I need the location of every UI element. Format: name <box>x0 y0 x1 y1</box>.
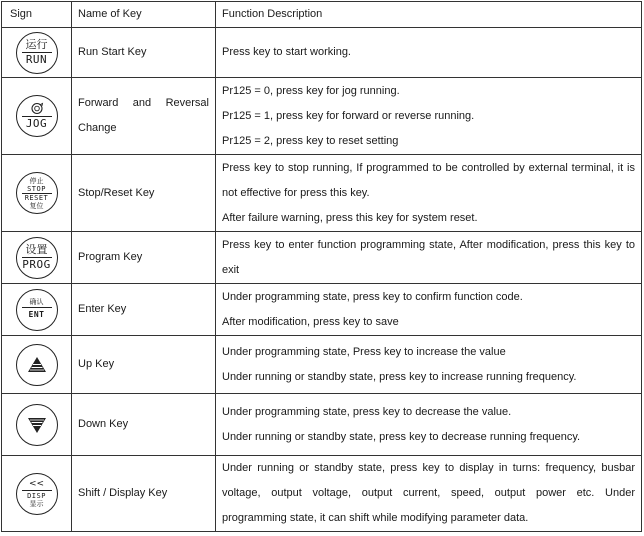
function-line: Pr125 = 1, press key for forward or reverse running. <box>222 109 475 122</box>
prog-key-en: PROG <box>22 258 51 271</box>
header-name: Name of Key <box>72 2 216 28</box>
key-name: Up Key <box>72 336 216 394</box>
function-line: Under running or standby state, press key to decrease running frequency. <box>222 430 581 443</box>
function-line: Press key to start working. <box>222 46 351 58</box>
table-row <box>2 336 642 394</box>
sign-cell <box>2 336 72 394</box>
function-line: After modification, press key to save <box>222 315 399 328</box>
table-row <box>2 155 642 232</box>
key-function <box>216 155 642 232</box>
key-name: Down Key <box>72 394 216 456</box>
disp-key-en: DISP <box>22 490 52 500</box>
key-name-line2: Change <box>78 122 117 134</box>
table-row <box>2 456 642 532</box>
function-line: Press key to enter function programming state, After modification, press this key to <box>222 238 635 251</box>
header-sign: Sign <box>2 2 72 28</box>
function-line: Pr125 = 0, press key for jog running. <box>222 84 400 97</box>
key-function <box>216 284 642 336</box>
key-function <box>216 232 642 284</box>
key-name-line1: Forward and Reversal <box>78 97 209 109</box>
function-line: exit <box>222 263 240 276</box>
prog-key-icon <box>16 237 58 279</box>
sign-cell <box>2 78 72 155</box>
function-line: Press key to stop running, If programmed to be controlled by external terminal, it is <box>222 161 635 174</box>
stop-reset-key-icon <box>16 172 58 214</box>
table-row <box>2 78 642 155</box>
sign-cell <box>2 155 72 232</box>
function-line: not effective for press this key. <box>222 186 370 199</box>
key-function <box>216 28 642 78</box>
function-line: Pr125 = 2, press key to reset setting <box>222 134 399 147</box>
jog-key-en: JOG <box>22 116 52 130</box>
key-function-table <box>1 1 642 532</box>
table-header-row <box>2 2 642 28</box>
key-name: Enter Key <box>72 284 216 336</box>
enter-key-en: ENT <box>22 307 52 321</box>
run-key-icon <box>16 32 58 74</box>
sign-cell <box>2 232 72 284</box>
key-name: Program Key <box>72 232 216 284</box>
sign-cell <box>2 284 72 336</box>
prog-key-hz: 设置 <box>25 243 48 256</box>
reset-key-en: RESET <box>22 193 52 202</box>
sign-cell <box>2 28 72 78</box>
key-name: Stop/Reset Key <box>72 155 216 232</box>
table-row <box>2 284 642 336</box>
jog-key-icon <box>16 95 58 137</box>
key-function <box>216 78 642 155</box>
sign-cell <box>2 394 72 456</box>
table-row <box>2 394 642 456</box>
up-arrow-icon <box>16 344 58 386</box>
function-line: Under programming state, press key to decrease the value. <box>222 405 512 418</box>
header-function: Function Description <box>216 2 642 28</box>
function-line: Under running or standby state, press key to increase running frequency. <box>222 370 577 383</box>
table-row <box>2 28 642 78</box>
reset-key-hz: 复位 <box>29 201 44 210</box>
table-row <box>2 232 642 284</box>
function-line: Under programming state, press key to confirm function code. <box>222 290 523 303</box>
function-line: voltage, output voltage, output current, speed, output power etc. Under <box>222 487 635 499</box>
enter-key-icon <box>16 289 58 331</box>
shift-key-arrows: << <box>28 479 45 489</box>
rotation-icon <box>30 102 44 115</box>
disp-key-hz: 显示 <box>29 500 44 508</box>
run-key-hz: 运行 <box>25 38 48 51</box>
key-name: Shift / Display Key <box>72 456 216 532</box>
key-function <box>216 394 642 456</box>
function-line: Under running or standby state, press key to display in turns: frequency, busbar <box>222 462 635 474</box>
shift-display-key-icon <box>16 473 58 515</box>
sign-cell <box>2 456 72 532</box>
function-line: After failure warning, press this key for system reset. <box>222 211 478 224</box>
key-function <box>216 336 642 394</box>
key-function <box>216 456 642 532</box>
function-line: programming state, it can shift while modifying parameter data. <box>222 512 529 524</box>
function-line: Under programming state, Press key to increase the value <box>222 345 506 358</box>
key-name <box>72 78 216 155</box>
down-arrow-icon <box>16 404 58 446</box>
stop-key-en: STOP <box>27 184 46 193</box>
enter-key-hz: 确认 <box>29 298 44 306</box>
run-key-en: RUN <box>22 52 52 66</box>
stop-key-hz: 停止 <box>29 176 44 185</box>
key-name: Run Start Key <box>72 28 216 78</box>
